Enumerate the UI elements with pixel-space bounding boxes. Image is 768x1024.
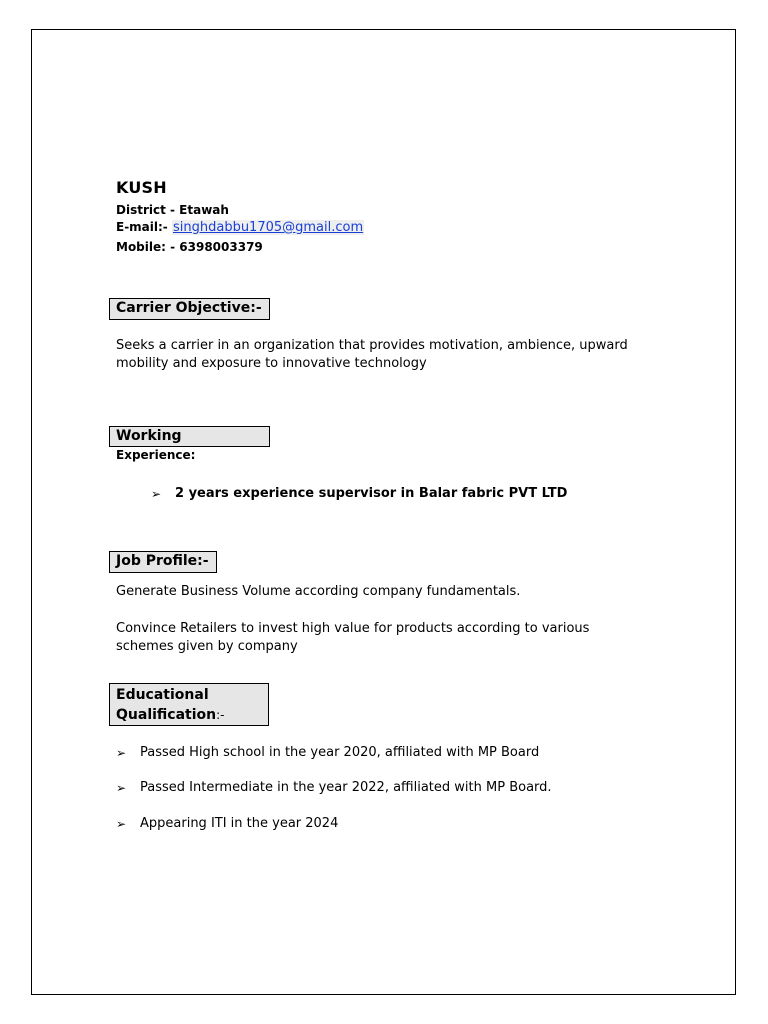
district: District - Etawah <box>116 203 229 217</box>
education-item <box>116 745 539 760</box>
arrowhead-bullet-icon: ➢ <box>116 816 127 831</box>
candidate-name: KUSH <box>116 178 167 197</box>
education-item <box>116 780 552 795</box>
experience-item <box>151 486 567 501</box>
education-item-text: Passed High school in the year 2020, affiliated with MP Board <box>140 745 540 760</box>
job-profile-text: Convince Retailers to invest high value for products according to various schemes given by company <box>116 621 590 654</box>
mobile: Mobile: - 6398003379 <box>116 240 263 254</box>
education-heading <box>109 683 269 726</box>
education-item-text: Appearing ITI in the year 2024 <box>140 816 339 831</box>
education-heading-main: Educational Qualification <box>116 687 217 723</box>
experience-heading <box>109 426 270 462</box>
email-link[interactable]: singhdabbu1705@gmail.com <box>172 220 364 235</box>
education-item-text: Passed Intermediate in the year 2022, affiliated with MP Board. <box>140 780 552 795</box>
document-page <box>31 29 736 995</box>
objective-text: Seeks a carrier in an organization that provides motivation, ambience, upward mobility and exposure to innovative technology <box>116 338 628 371</box>
job-profile-text: Generate Business Volume according company fundamentals. <box>116 584 521 599</box>
education-item <box>116 816 338 831</box>
email-line <box>116 220 364 235</box>
arrowhead-bullet-icon: ➢ <box>116 745 127 760</box>
experience-heading-main: Working <box>116 428 182 444</box>
education-heading-suffix: :- <box>216 708 225 722</box>
experience-item-text: 2 years experience supervisor in Balar fabric PVT LTD <box>175 486 568 501</box>
arrowhead-bullet-icon: ➢ <box>116 780 127 795</box>
email-label: E-mail:- <box>116 220 168 234</box>
experience-heading-small: Experience: <box>116 448 196 462</box>
job-profile-heading: Job Profile:- <box>109 551 217 573</box>
arrowhead-bullet-icon: ➢ <box>151 486 162 501</box>
objective-heading: Carrier Objective:- <box>109 298 270 320</box>
